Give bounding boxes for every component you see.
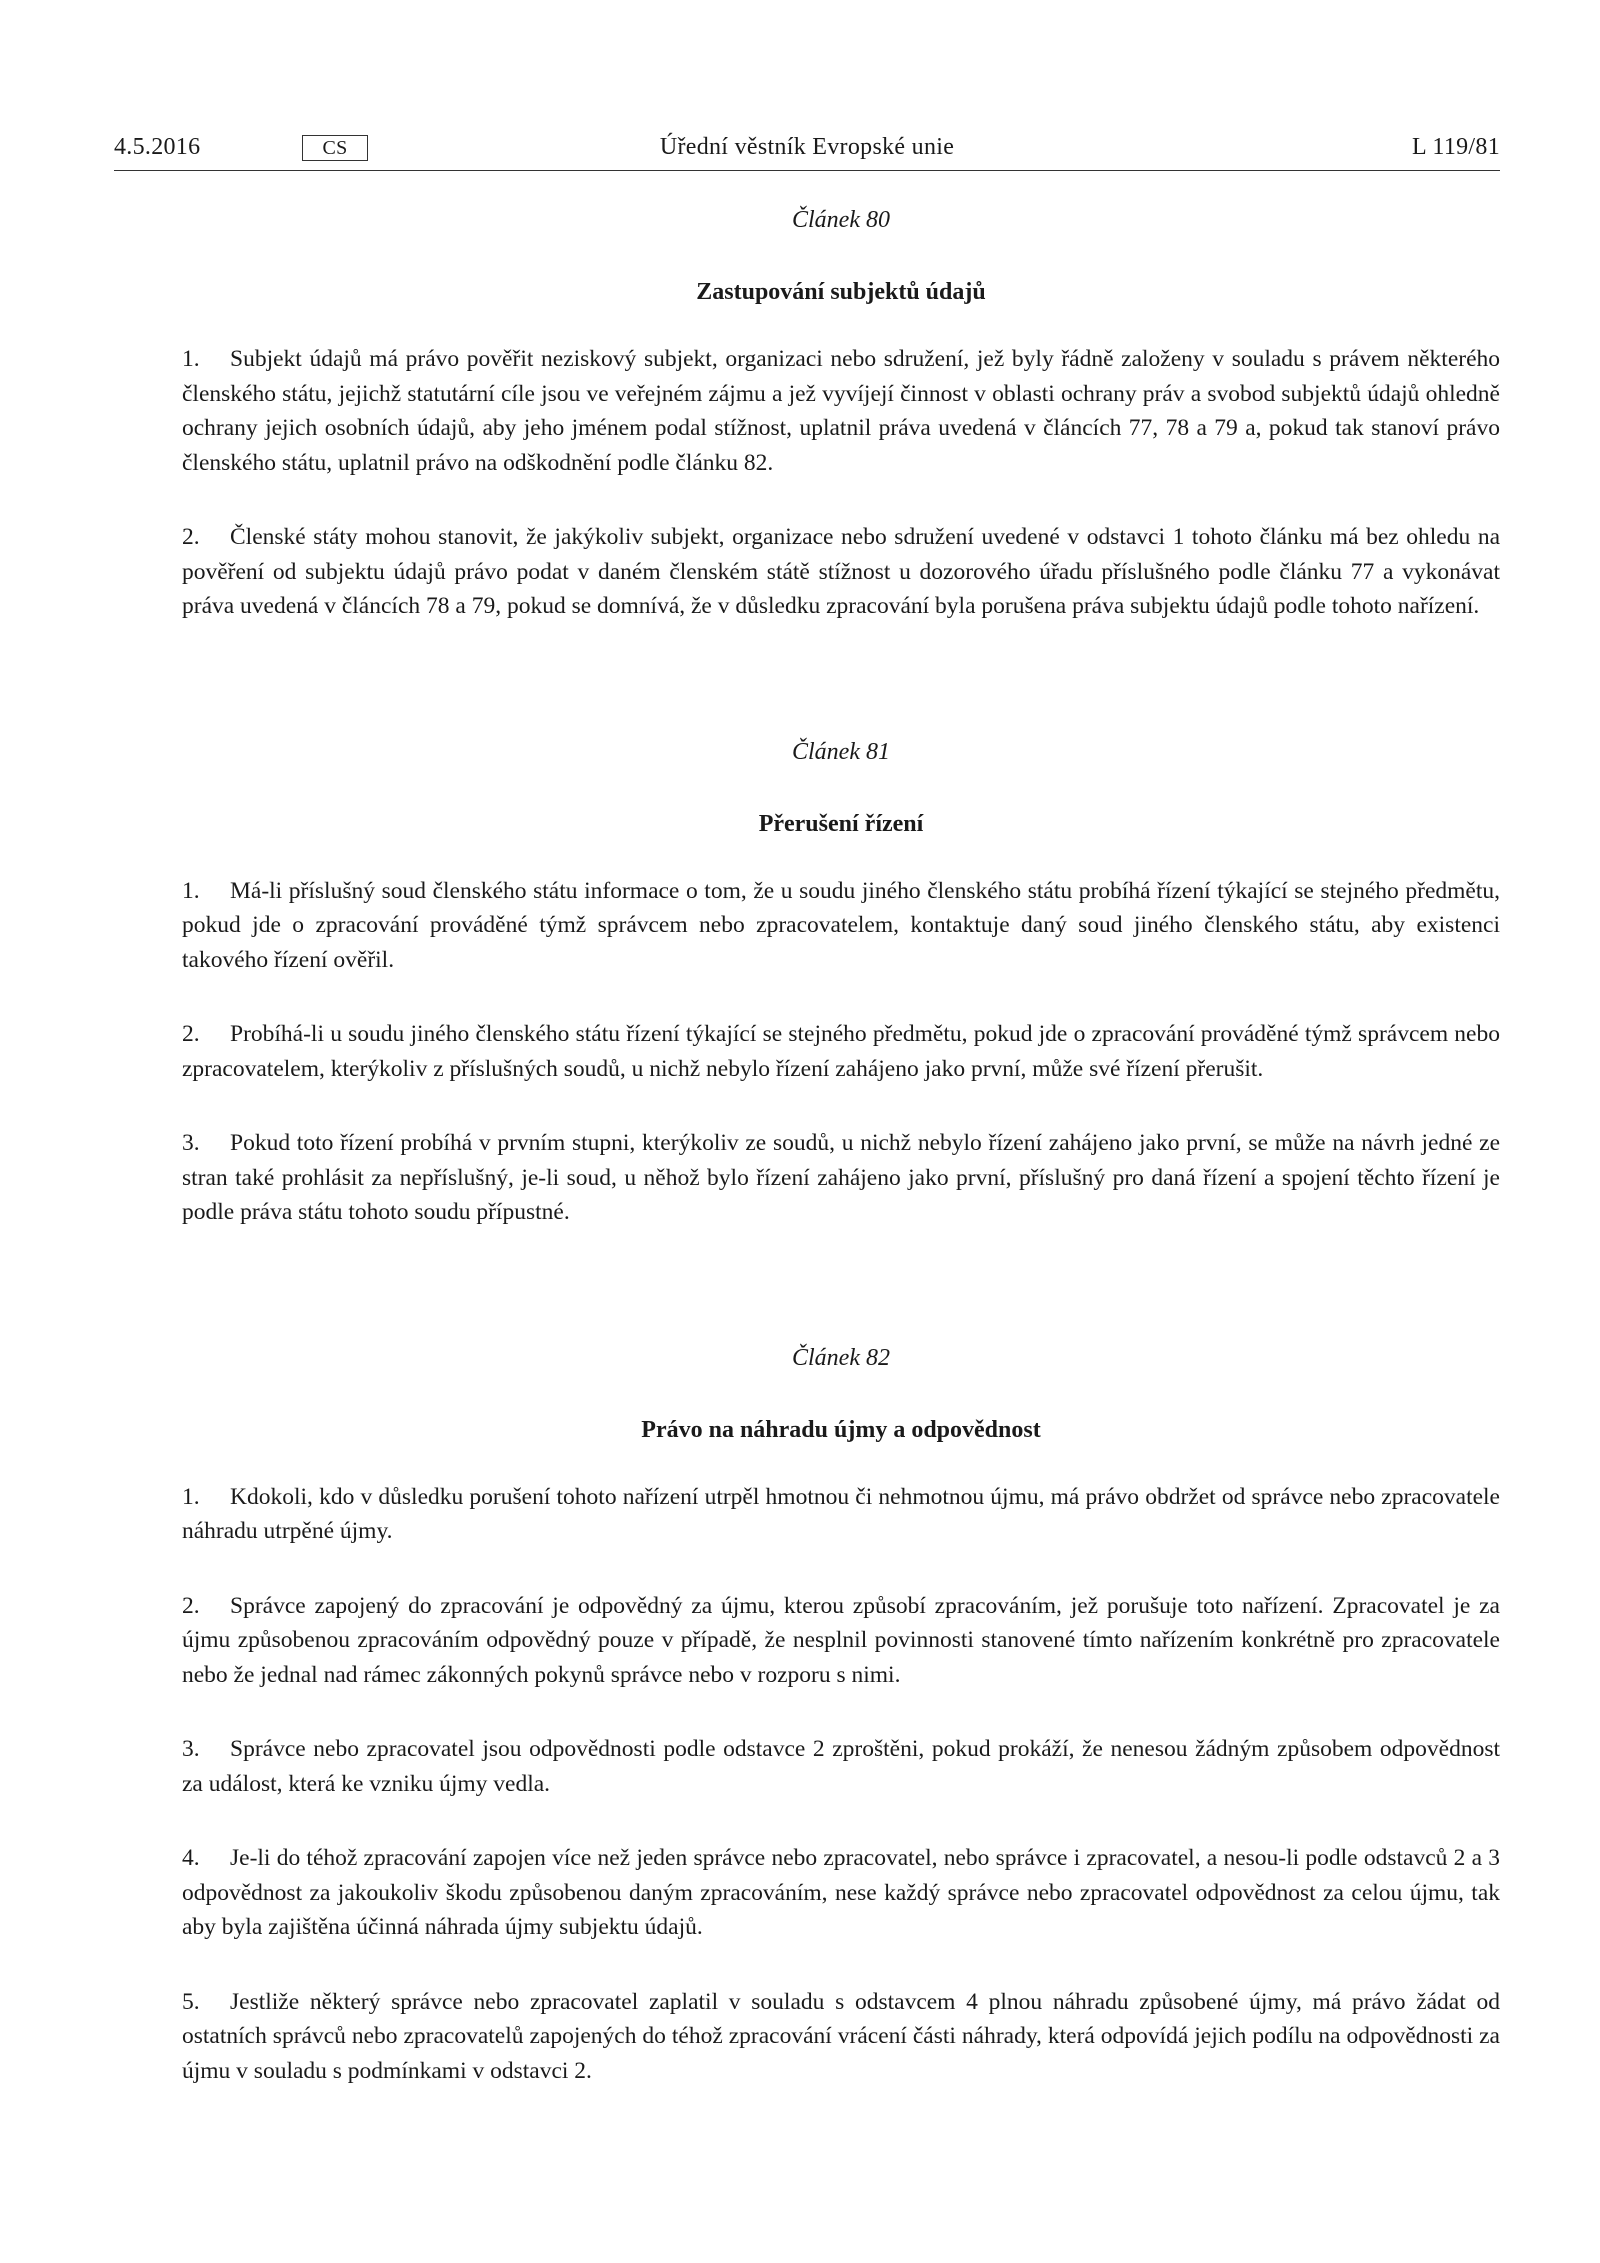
- document-body: [182, 200, 1500, 2088]
- publication-date: 4.5.2016: [114, 134, 201, 160]
- paragraph: [182, 1732, 1500, 1801]
- paragraph-text: Subjekt údajů má právo pověřit neziskový subjekt, organizaci nebo sdružení, jež byly řádně založeny v souladu s právem některého členského státu, jejichž statutární cíle jsou ve veřejném zájmu a jež vyvíjejí činnost v oblasti ochrany práv a svobod subjektů údajů ohledně ochrany jejich osobních údajů, aby jeho jménem podal stížnost, uplatnil práva uvedená v článcích 77, 78 a 79 a, pokud tak stanoví právo členského státu, uplatnil právo na odškodnění podle článku 82.: [182, 346, 1500, 476]
- page-number: L 119/81: [1412, 134, 1500, 160]
- article-81: [182, 732, 1500, 1230]
- article-title: Článek 82: [792, 1344, 890, 1371]
- article-heading: Zastupování subjektů údajů: [696, 279, 986, 305]
- paragraph-number: 2.: [182, 1592, 200, 1619]
- journal-title: Úřední věstník Evropské unie: [659, 134, 955, 160]
- paragraph-text: Má-li příslušný soud členského státu informace o tom, že u soudu jiného členského státu probíhá řízení týkající se stejného předmětu, pokud jde o zpracování prováděné týmž správcem nebo zpracovatelem, kontaktuje daný soud jiného členského státu, aby existenci takového řízení ověřil.: [182, 877, 1500, 973]
- paragraph: [182, 1480, 1500, 1549]
- paragraph: [182, 1985, 1500, 2089]
- paragraph-text: Jestliže některý správce nebo zpracovatel zaplatil v souladu s odstavcem 4 plnou náhradu způsobené újmy, má právo žádat od ostatních správců nebo zpracovatelů zapojených do téhož zpracování vrácení části náhrady, která odpovídá jejich podílu na odpovědnosti za újmu v souladu s podmínkami v odstavci 2.: [182, 1988, 1500, 2084]
- paragraph-number: 1.: [182, 877, 200, 904]
- paragraph-number: 2.: [182, 1021, 200, 1047]
- paragraph-text: Je-li do téhož zpracování zapojen více než jeden správce nebo zpracovatel, nebo správce i zpracovatel, a nesou-li podle odstavců 2 a 3 odpovědnost za jakoukoliv škodu způsobenou daným zpracováním, nese každý správce nebo zpracovatel odpovědnost za celou újmu, tak aby byla zajištěna účinná náhrada újmy subjektu údajů.: [182, 1845, 1500, 1940]
- page-header: [114, 130, 1500, 171]
- paragraph-text: Členské státy mohou stanovit, že jakýkoliv subjekt, organizace nebo sdružení uvedené v odstavci 1 tohoto článku má bez ohledu na pověření od subjektu údajů právo podat v daném členském státě stížnost u dozorového úřadu příslušného podle článku 77 a vykonávat práva uvedená v článcích 78 a 79, pokud se domnívá, že v důsledku zpracování byla porušena práva subjektu údajů podle tohoto nařízení.: [182, 524, 1500, 619]
- paragraph-number: 2.: [182, 524, 200, 550]
- article-title: Článek 80: [792, 207, 890, 233]
- paragraph-text: Správce nebo zpracovatel jsou odpovědnosti podle odstavce 2 zproštěni, pokud prokáží, že nenesou žádným způsobem odpovědnost za událost, která ke vzniku újmy vedla.: [182, 1736, 1500, 1797]
- paragraph: [182, 1017, 1500, 1086]
- paragraph-number: 5.: [182, 1988, 200, 2015]
- paragraph: [182, 342, 1500, 480]
- paragraph: [182, 1126, 1500, 1230]
- paragraph-text: Správce zapojený do zpracování je odpovědný za újmu, kterou způsobí zpracováním, jež porušuje toto nařízení. Zpracovatel je za újmu způsobenou zpracováním odpovědný pouze v případě, že nesplnil povinnosti stanovené tímto nařízením konkrétně pro zpracovatele nebo že jednal nad rámec zákonných pokynů správce nebo v rozporu s nimi.: [182, 1592, 1500, 1688]
- paragraph-text: Pokud toto řízení probíhá v prvním stupni, kterýkoliv ze soudů, u nichž nebylo řízení zahájeno jako první, se může na návrh jedné ze stran také prohlásit za nepříslušný, je-li soud, u něhož bylo řízení zahájeno jako první, příslušný pro daná řízení a spojení těchto řízení je podle práva státu tohoto soudu přípustné.: [182, 1130, 1500, 1225]
- paragraph-number: 1.: [182, 1483, 200, 1510]
- paragraph: [182, 874, 1500, 978]
- paragraph: [182, 1589, 1500, 1693]
- paragraph-text: Kdokoli, kdo v důsledku porušení tohoto nařízení utrpěl hmotnou či nehmotnou újmu, má právo obdržet od správce nebo zpracovatele náhradu utrpěné újmy.: [182, 1483, 1500, 1544]
- paragraph-number: 4.: [182, 1845, 200, 1871]
- article-title: Článek 81: [792, 738, 890, 765]
- paragraph-number: 3.: [182, 1736, 200, 1762]
- language-badge: CS: [302, 135, 368, 161]
- paragraph-text: Probíhá-li u soudu jiného členského státu řízení týkající se stejného předmětu, pokud jde o zpracování prováděné týmž správcem nebo zpracovatelem, kterýkoliv z příslušných soudů, u nichž nebylo řízení zahájeno jako první, může své řízení přerušit.: [182, 1021, 1500, 1082]
- paragraph: [182, 1841, 1500, 1945]
- article-80: [182, 200, 1500, 624]
- article-82: [182, 1338, 1500, 2089]
- paragraph-number: 1.: [182, 346, 200, 372]
- paragraph-number: 3.: [182, 1130, 200, 1156]
- article-heading: Právo na náhradu újmy a odpovědnost: [641, 1416, 1041, 1443]
- article-heading: Přerušení řízení: [758, 810, 924, 837]
- paragraph: [182, 520, 1500, 624]
